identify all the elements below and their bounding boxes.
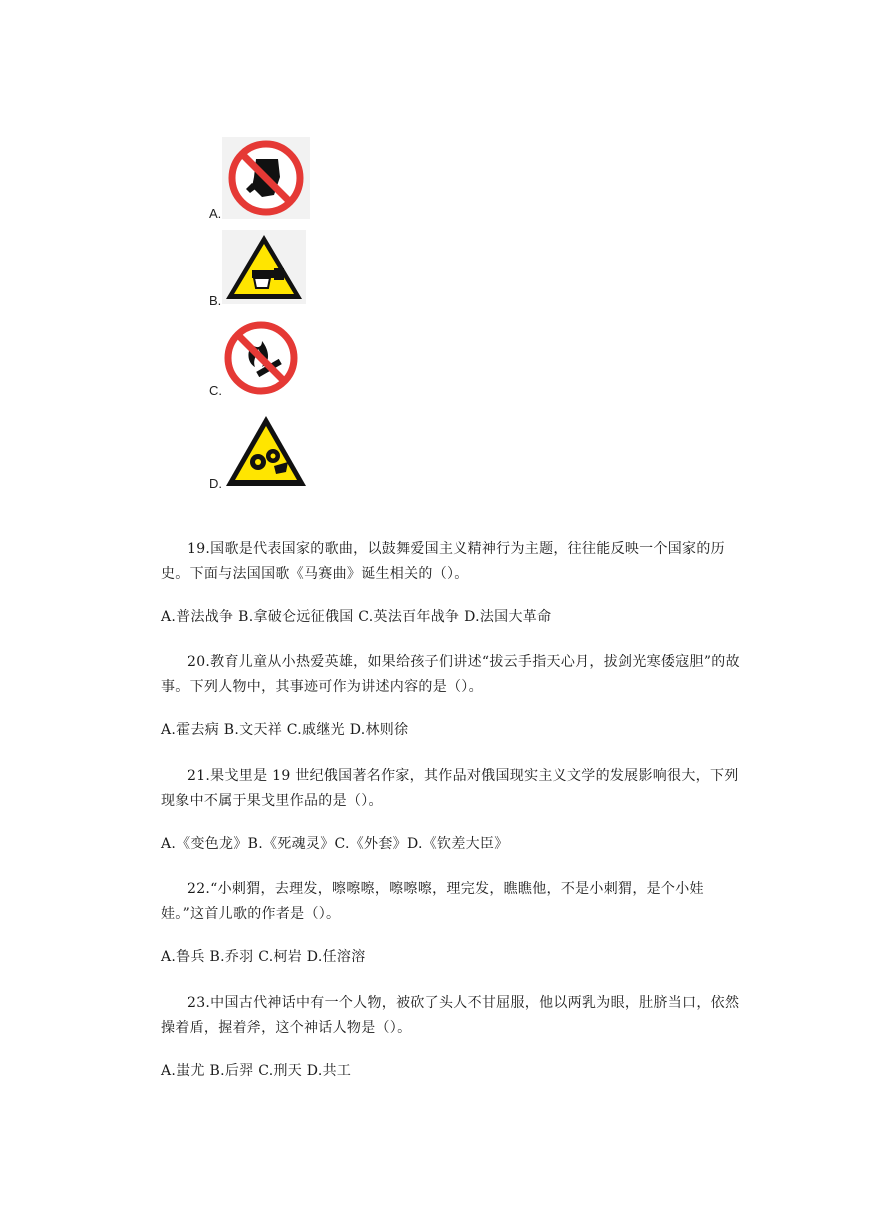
question-23-options: A.蚩尤 B.后羿 C.刑天 D.共工 [161,1063,352,1079]
question-text: 19.国歌是代表国家的歌曲，以鼓舞爱国主义精神行为主题，往往能反映一个国家的历史。下面与法国国歌《马赛曲》诞生相关的（）。 [161,541,725,582]
question-22 [161,877,741,927]
option-letter: A. [209,206,222,221]
question-20-options: A.霍去病 B.文天祥 C.戚继光 D.林则徐 [161,722,409,738]
sign-option-b [222,230,306,304]
question-23 [161,991,741,1041]
hand-crush-warning-sign-icon [222,230,306,304]
no-hand-touching-sign-icon [222,137,310,219]
question-22-options: A.鲁兵 B.乔羽 C.柯岩 D.任溶溶 [161,949,366,965]
no-fire-lighting-sign-icon [222,319,300,397]
option-letter: D. [209,476,222,491]
option-letter: C. [209,383,222,398]
sign-option-a [222,137,310,219]
sign-option-d [222,412,310,492]
question-text: 22.“小刺猬，去理发，嚓嚓嚓，嚓嚓嚓，理完发，瞧瞧他，不是小刺猬，是个小娃娃。”这首儿歌的作者是（）。 [161,881,704,922]
question-20 [161,650,741,700]
question-text: 20.教育儿童从小热爱英雄，如果给孩子们讲述“拔云手指天心月，拔剑光寒倭寇胆”的故事。下列人物中，其事迹可作为讲述内容的是（）。 [161,654,740,695]
question-21-options: A.《变色龙》B.《死魂灵》C.《外套》D.《钦差大臣》 [161,836,509,852]
gear-entanglement-warning-sign-icon [222,412,310,492]
question-text: 23.中国古代神话中有一个人物，被砍了头人不甘屈服，他以两乳为眼，肚脐当口，依然操着盾，握着斧，这个神话人物是（）。 [161,995,740,1036]
sign-option-c [222,319,300,397]
question-text: 21.果戈里是 19 世纪俄国著名作家，其作品对俄国现实主义文学的发展影响很大，下列现象中不属于果戈里作品的是（）。 [161,768,739,809]
question-19 [161,537,741,587]
question-19-options: A.普法战争 B.拿破仑远征俄国 C.英法百年战争 D.法国大革命 [161,609,552,625]
option-letter: B. [209,293,222,308]
question-21 [161,764,741,814]
